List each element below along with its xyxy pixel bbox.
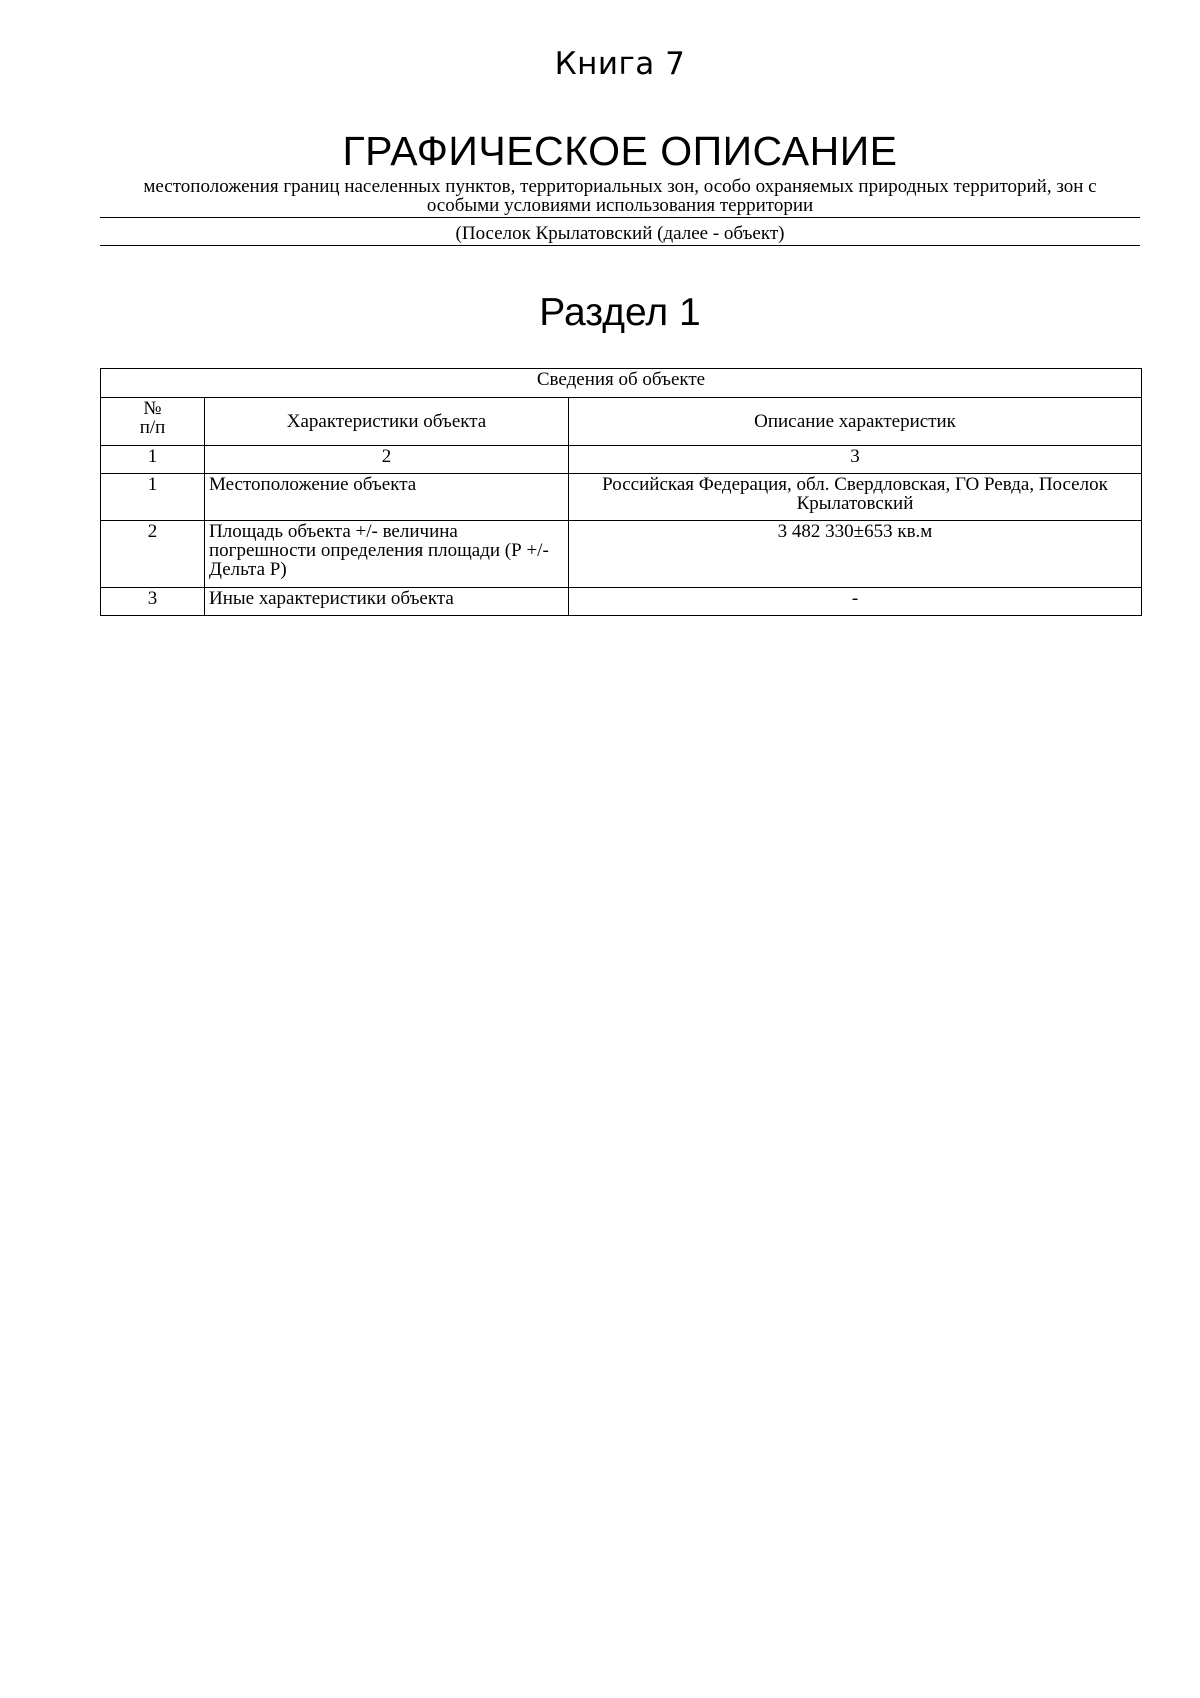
subtitle-line-2: особыми условиями использования территории	[426, 195, 814, 216]
section-title: Раздел 1	[539, 291, 701, 334]
subtitle-line-1: местоположения границ населенных пунктов, территориальных зон, особо охраняемых природных территорий, зон с	[143, 176, 1097, 197]
row-description: Российская Федерация, обл. Свердловская, ГО Ревда, Поселок Крылатовский	[569, 474, 1142, 521]
column-number: 1	[101, 446, 205, 474]
row-num: 2	[101, 521, 205, 588]
row-characteristic: Площадь объекта +/- величина погрешности определения площади (Р +/- Дельта Р)	[205, 521, 569, 588]
row-characteristic: Местоположение объекта	[205, 474, 569, 521]
header-num-abbr: п/п	[139, 417, 166, 438]
header-num-symbol: №	[143, 398, 162, 419]
book-title: Книга 7	[554, 46, 686, 82]
divider-top	[100, 217, 1140, 218]
row-description: 3 482 330±653 кв.м	[569, 521, 1142, 588]
row-num: 3	[101, 588, 205, 616]
row-description: -	[569, 588, 1142, 616]
document-subtitle	[100, 177, 1140, 215]
header-characteristic: Характеристики объекта	[205, 398, 569, 446]
object-info-table	[100, 368, 1142, 616]
header-num	[101, 398, 205, 446]
column-number: 3	[569, 446, 1142, 474]
table-row	[101, 474, 1142, 521]
table-caption: Сведения об объекте	[101, 369, 1142, 398]
table-caption-row	[101, 369, 1142, 398]
table-row	[101, 521, 1142, 588]
row-characteristic: Иные характеристики объекта	[205, 588, 569, 616]
header-description: Описание характеристик	[569, 398, 1142, 446]
table-row	[101, 588, 1142, 616]
row-num: 1	[101, 474, 205, 521]
table-header-row	[101, 398, 1142, 446]
column-number: 2	[205, 446, 569, 474]
object-name: (Поселок Крылатовский (далее - объект)	[455, 223, 785, 244]
divider-bottom	[100, 245, 1140, 246]
document-title: ГРАФИЧЕСКОЕ ОПИСАНИЕ	[342, 128, 898, 174]
column-number-row	[101, 446, 1142, 474]
